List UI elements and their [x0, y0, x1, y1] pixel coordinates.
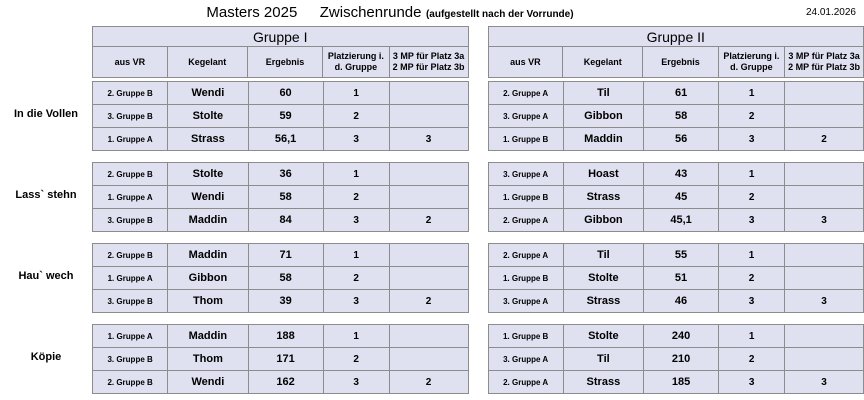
cell-vr: 3. Gruppe A	[488, 348, 563, 371]
cell-result: 58	[248, 186, 323, 209]
cell-name: Maddin	[168, 244, 248, 267]
cell-result: 43	[644, 163, 719, 186]
group-1-col-result: Ergebnis	[247, 47, 322, 78]
cell-name: Strass	[563, 371, 643, 394]
cell-place: 1	[323, 82, 389, 105]
cell-vr: 3. Gruppe B	[93, 105, 168, 128]
cell-name: Til	[563, 82, 643, 105]
table-koepie-group-1	[92, 324, 469, 394]
table-row	[93, 82, 469, 105]
cell-result: 56	[644, 128, 719, 151]
table-in-die-vollen-group-2	[488, 81, 864, 151]
cell-name: Til	[563, 348, 643, 371]
table-row	[488, 290, 864, 313]
cell-result: 60	[248, 82, 323, 105]
cell-vr: 1. Gruppe B	[488, 325, 563, 348]
cell-place: 2	[323, 267, 389, 290]
cell-vr: 1. Gruppe B	[488, 267, 563, 290]
group-2-col-vr: aus VR	[488, 47, 563, 78]
cell-mp	[389, 163, 468, 186]
cell-name: Gibbon	[563, 105, 643, 128]
table-row	[93, 267, 469, 290]
cell-name: Gibbon	[563, 209, 643, 232]
cell-place: 1	[323, 325, 389, 348]
cell-mp	[389, 267, 468, 290]
cell-place: 1	[323, 163, 389, 186]
table-lass-stehn-group-2	[488, 162, 864, 232]
table-row	[93, 186, 469, 209]
group-1-col-mp-line1: 3 MP für Platz 3a	[392, 51, 465, 61]
cell-mp	[389, 348, 468, 371]
table-row	[488, 348, 864, 371]
cell-place: 1	[719, 82, 785, 105]
group-2-col-placement-line2: d. Gruppe	[730, 62, 773, 72]
cell-name: Hoast	[563, 163, 643, 186]
cell-name: Wendi	[168, 371, 248, 394]
group-2-col-placement-line1: Platzierung i.	[723, 51, 780, 61]
cell-place: 2	[719, 267, 785, 290]
cell-name: Maddin	[563, 128, 643, 151]
discipline-block-koepie	[0, 324, 864, 394]
cell-name: Gibbon	[168, 267, 248, 290]
cell-place: 1	[719, 244, 785, 267]
cell-vr: 1. Gruppe A	[93, 186, 168, 209]
table-hau-wech-group-1	[92, 243, 469, 313]
cell-place: 1	[719, 163, 785, 186]
table-row	[93, 163, 469, 186]
cell-vr: 1. Gruppe A	[93, 267, 168, 290]
group-1-col-mp	[389, 47, 468, 78]
cell-mp	[785, 267, 864, 290]
cell-mp: 3	[389, 128, 468, 151]
cell-name: Strass	[168, 128, 248, 151]
table-row	[488, 186, 864, 209]
table-row	[93, 128, 469, 151]
group-2-title-table	[488, 26, 864, 78]
cell-result: 162	[248, 371, 323, 394]
cell-result: 84	[248, 209, 323, 232]
cell-result: 171	[248, 348, 323, 371]
group-2-col-placement	[718, 47, 785, 78]
cell-mp	[389, 105, 468, 128]
cell-place: 3	[323, 290, 389, 313]
cell-place: 3	[719, 128, 785, 151]
group-title-row	[0, 26, 864, 78]
group-1-col-placement	[323, 47, 390, 78]
cell-place: 1	[323, 244, 389, 267]
cell-vr: 1. Gruppe A	[93, 128, 168, 151]
cell-mp	[389, 186, 468, 209]
table-lass-stehn-group-1	[92, 162, 469, 232]
table-hau-wech-group-2	[488, 243, 864, 313]
cell-place: 3	[719, 290, 785, 313]
cell-mp	[389, 244, 468, 267]
cell-mp: 2	[389, 290, 468, 313]
cell-name: Thom	[168, 348, 248, 371]
cell-vr: 2. Gruppe B	[93, 163, 168, 186]
cell-place: 2	[323, 186, 389, 209]
group-1-title: Gruppe I	[93, 27, 469, 47]
cell-result: 45,1	[644, 209, 719, 232]
cell-place: 2	[323, 105, 389, 128]
table-row	[93, 290, 469, 313]
table-row	[93, 244, 469, 267]
group-1-col-vr: aus VR	[93, 47, 168, 78]
cell-mp	[785, 244, 864, 267]
cell-vr: 2. Gruppe B	[93, 244, 168, 267]
cell-place: 2	[719, 186, 785, 209]
discipline-block-hau-wech	[0, 243, 864, 313]
cell-vr: 3. Gruppe B	[93, 290, 168, 313]
cell-mp: 3	[785, 209, 864, 232]
table-row	[488, 325, 864, 348]
cell-mp	[785, 325, 864, 348]
cell-vr: 3. Gruppe A	[488, 290, 563, 313]
cell-vr: 1. Gruppe B	[488, 128, 563, 151]
table-row	[93, 209, 469, 232]
cell-result: 45	[644, 186, 719, 209]
cell-name: Stolte	[168, 105, 248, 128]
page-title: Masters 2025	[206, 4, 298, 21]
discipline-block-in-die-vollen	[0, 81, 864, 151]
page-header	[0, 0, 864, 26]
group-1-col-placement-line2: d. Gruppe	[334, 62, 378, 72]
discipline-label-koepie: Köpie	[30, 351, 62, 363]
table-row	[488, 82, 864, 105]
cell-name: Wendi	[168, 186, 248, 209]
cell-mp: 2	[389, 371, 468, 394]
discipline-label-in-die-vollen: In die Vollen	[14, 108, 78, 120]
cell-name: Stolte	[563, 325, 643, 348]
group-1-col-mp-line2: 2 MP für Platz 3b	[392, 62, 465, 72]
cell-mp: 3	[785, 290, 864, 313]
group-2-col-result: Ergebnis	[643, 47, 718, 78]
cell-result: 51	[644, 267, 719, 290]
group-1-title-table	[92, 26, 469, 78]
cell-result: 59	[248, 105, 323, 128]
cell-result: 188	[248, 325, 323, 348]
cell-name: Strass	[563, 186, 643, 209]
cell-name: Maddin	[168, 325, 248, 348]
cell-name: Strass	[563, 290, 643, 313]
cell-name: Stolte	[563, 267, 643, 290]
cell-place: 3	[719, 209, 785, 232]
cell-result: 58	[644, 105, 719, 128]
cell-mp	[785, 163, 864, 186]
group-2-col-mp	[785, 47, 864, 78]
cell-place: 1	[719, 325, 785, 348]
cell-mp	[785, 82, 864, 105]
cell-vr: 2. Gruppe A	[488, 371, 563, 394]
cell-mp: 2	[785, 128, 864, 151]
group-2-title: Gruppe II	[488, 27, 864, 47]
cell-vr: 1. Gruppe A	[93, 325, 168, 348]
page-title-note: (aufgestellt nach der Vorrunde)	[425, 9, 574, 20]
discipline-block-lass-stehn	[0, 162, 864, 232]
cell-result: 55	[644, 244, 719, 267]
group-1-col-name: Kegelant	[167, 47, 247, 78]
document-date: 24.01.2026	[805, 7, 856, 18]
page-subtitle: Zwischenrunde	[319, 4, 422, 21]
cell-place: 2	[323, 348, 389, 371]
table-row	[93, 348, 469, 371]
cell-vr: 2. Gruppe A	[488, 82, 563, 105]
cell-result: 61	[644, 82, 719, 105]
cell-mp	[389, 82, 468, 105]
table-row	[93, 105, 469, 128]
cell-place: 3	[323, 209, 389, 232]
cell-name: Maddin	[168, 209, 248, 232]
cell-vr: 3. Gruppe A	[488, 105, 563, 128]
table-row	[488, 267, 864, 290]
cell-mp: 3	[785, 371, 864, 394]
cell-result: 210	[644, 348, 719, 371]
cell-place: 3	[323, 371, 389, 394]
cell-mp: 2	[389, 209, 468, 232]
cell-mp	[785, 348, 864, 371]
table-row	[488, 244, 864, 267]
discipline-label-hau-wech: Hau` wech	[18, 270, 74, 282]
cell-result: 39	[248, 290, 323, 313]
cell-name: Stolte	[168, 163, 248, 186]
cell-place: 3	[719, 371, 785, 394]
cell-result: 46	[644, 290, 719, 313]
table-in-die-vollen-group-1	[92, 81, 469, 151]
table-row	[488, 371, 864, 394]
group-2-col-name: Kegelant	[563, 47, 643, 78]
table-row	[93, 371, 469, 394]
cell-vr: 2. Gruppe A	[488, 209, 563, 232]
cell-place: 3	[323, 128, 389, 151]
table-row	[488, 209, 864, 232]
cell-name: Thom	[168, 290, 248, 313]
cell-name: Til	[563, 244, 643, 267]
cell-mp	[389, 325, 468, 348]
cell-vr: 2. Gruppe B	[93, 371, 168, 394]
cell-vr: 3. Gruppe A	[488, 163, 563, 186]
table-row	[488, 163, 864, 186]
table-row	[488, 128, 864, 151]
cell-mp	[785, 186, 864, 209]
cell-result: 36	[248, 163, 323, 186]
cell-result: 58	[248, 267, 323, 290]
cell-result: 56,1	[248, 128, 323, 151]
cell-vr: 1. Gruppe B	[488, 186, 563, 209]
table-row	[93, 325, 469, 348]
cell-result: 185	[644, 371, 719, 394]
cell-vr: 2. Gruppe B	[93, 82, 168, 105]
table-koepie-group-2	[488, 324, 864, 394]
table-row	[488, 105, 864, 128]
group-2-col-mp-line1: 3 MP für Platz 3a	[788, 51, 860, 61]
group-2-col-mp-line2: 2 MP für Platz 3b	[788, 62, 861, 72]
cell-vr: 3. Gruppe B	[93, 348, 168, 371]
cell-place: 2	[719, 105, 785, 128]
cell-place: 2	[719, 348, 785, 371]
discipline-label-lass-stehn: Lass` stehn	[15, 189, 77, 201]
cell-vr: 2. Gruppe A	[488, 244, 563, 267]
title-block	[0, 4, 780, 22]
cell-name: Wendi	[168, 82, 248, 105]
cell-result: 71	[248, 244, 323, 267]
cell-vr: 3. Gruppe B	[93, 209, 168, 232]
cell-result: 240	[644, 325, 719, 348]
cell-mp	[785, 105, 864, 128]
group-1-col-placement-line1: Platzierung i.	[327, 51, 384, 61]
